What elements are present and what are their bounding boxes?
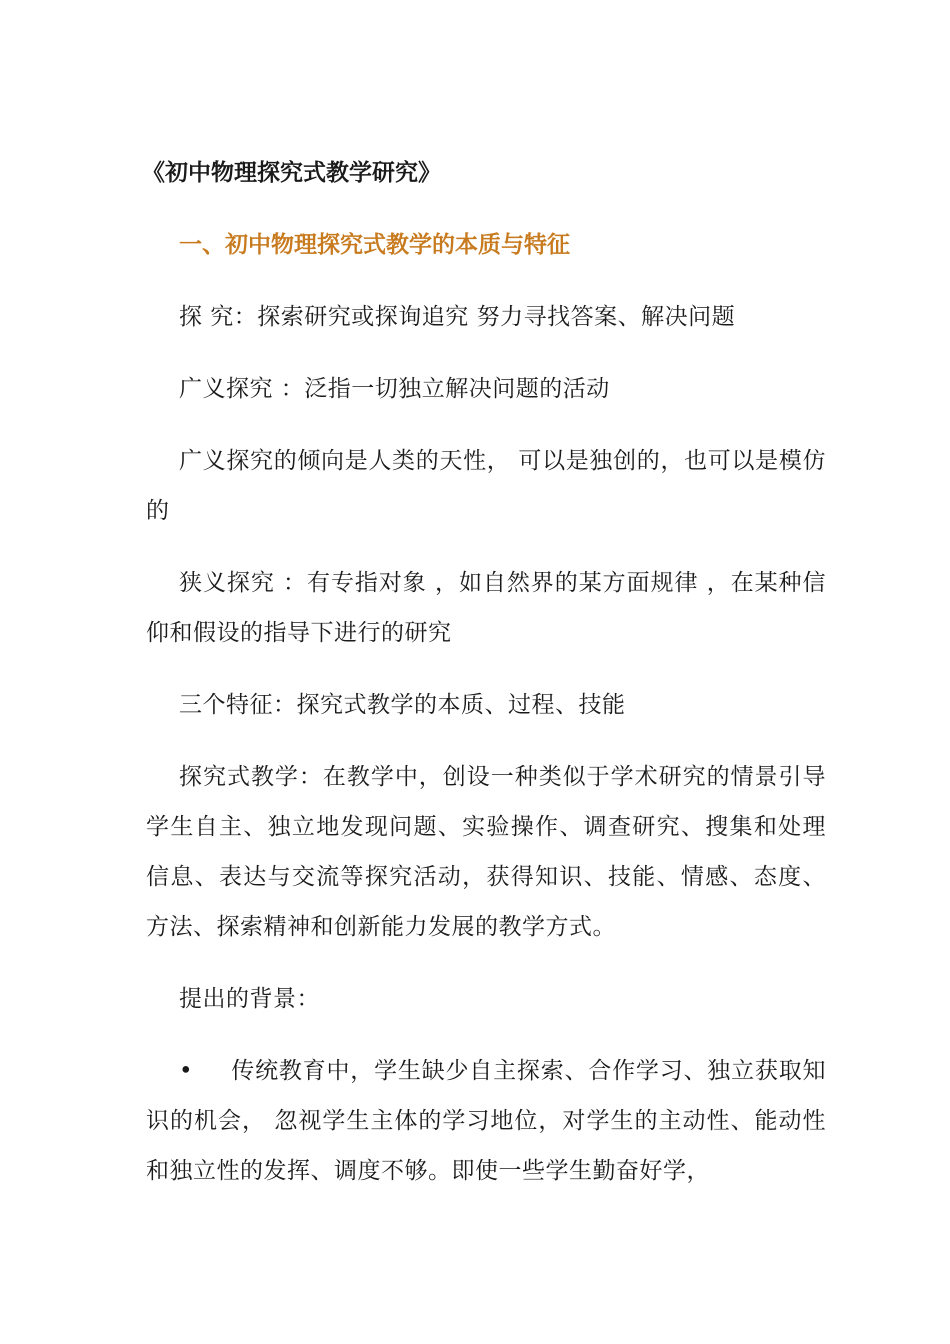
section-heading: 一、初中物理探究式教学的本质与特征 — [179, 232, 570, 258]
bullet-list-item — [146, 1046, 826, 1196]
paragraph-three-features: 三个特征：探究式教学的本质、过程、技能 — [179, 692, 626, 718]
paragraph-broad-inquiry-tendency: 广义探究的倾向是人类的天性， 可以是独创的，也可以是模仿的 — [146, 448, 826, 524]
paragraph-narrow-inquiry: 狭义探究 ：有专指对象 ，如自然界的某方面规律 ，在某种信仰和假设的指导下进行的研究 — [146, 570, 826, 646]
paragraph-broad-inquiry: 广义探究 ：泛指一切独立解决问题的活动 — [179, 376, 610, 402]
paragraph-background-label: 提出的背景： — [179, 986, 320, 1012]
paragraph-inquiry-teaching-definition: 探究式教学：在教学中，创设一种类似于学术研究的情景引导学生自主、独立地发现问题、实验操作、调查研究、搜集和处理信息、表达与交流等探究活动，获得知识、技能、情感、态度、方法、探索精神和创新能力发展的教学方式。 — [146, 764, 826, 940]
bullet-icon: • — [179, 1058, 194, 1084]
document-title: 《初中物理探究式教学研究》 — [142, 160, 441, 186]
bullet-text: 传统教育中，学生缺少自主探索、合作学习、独立获取知识的机会， 忽视学生主体的学习地位，对学生的主动性、能动性和独立性的发挥、调度不够。即使一些学生勤奋好学， — [146, 1058, 826, 1184]
document-body — [142, 148, 826, 1196]
paragraph-definition-inquiry: 探 究：探索研究或探询追究 努力寻找答案、解决问题 — [179, 304, 736, 330]
